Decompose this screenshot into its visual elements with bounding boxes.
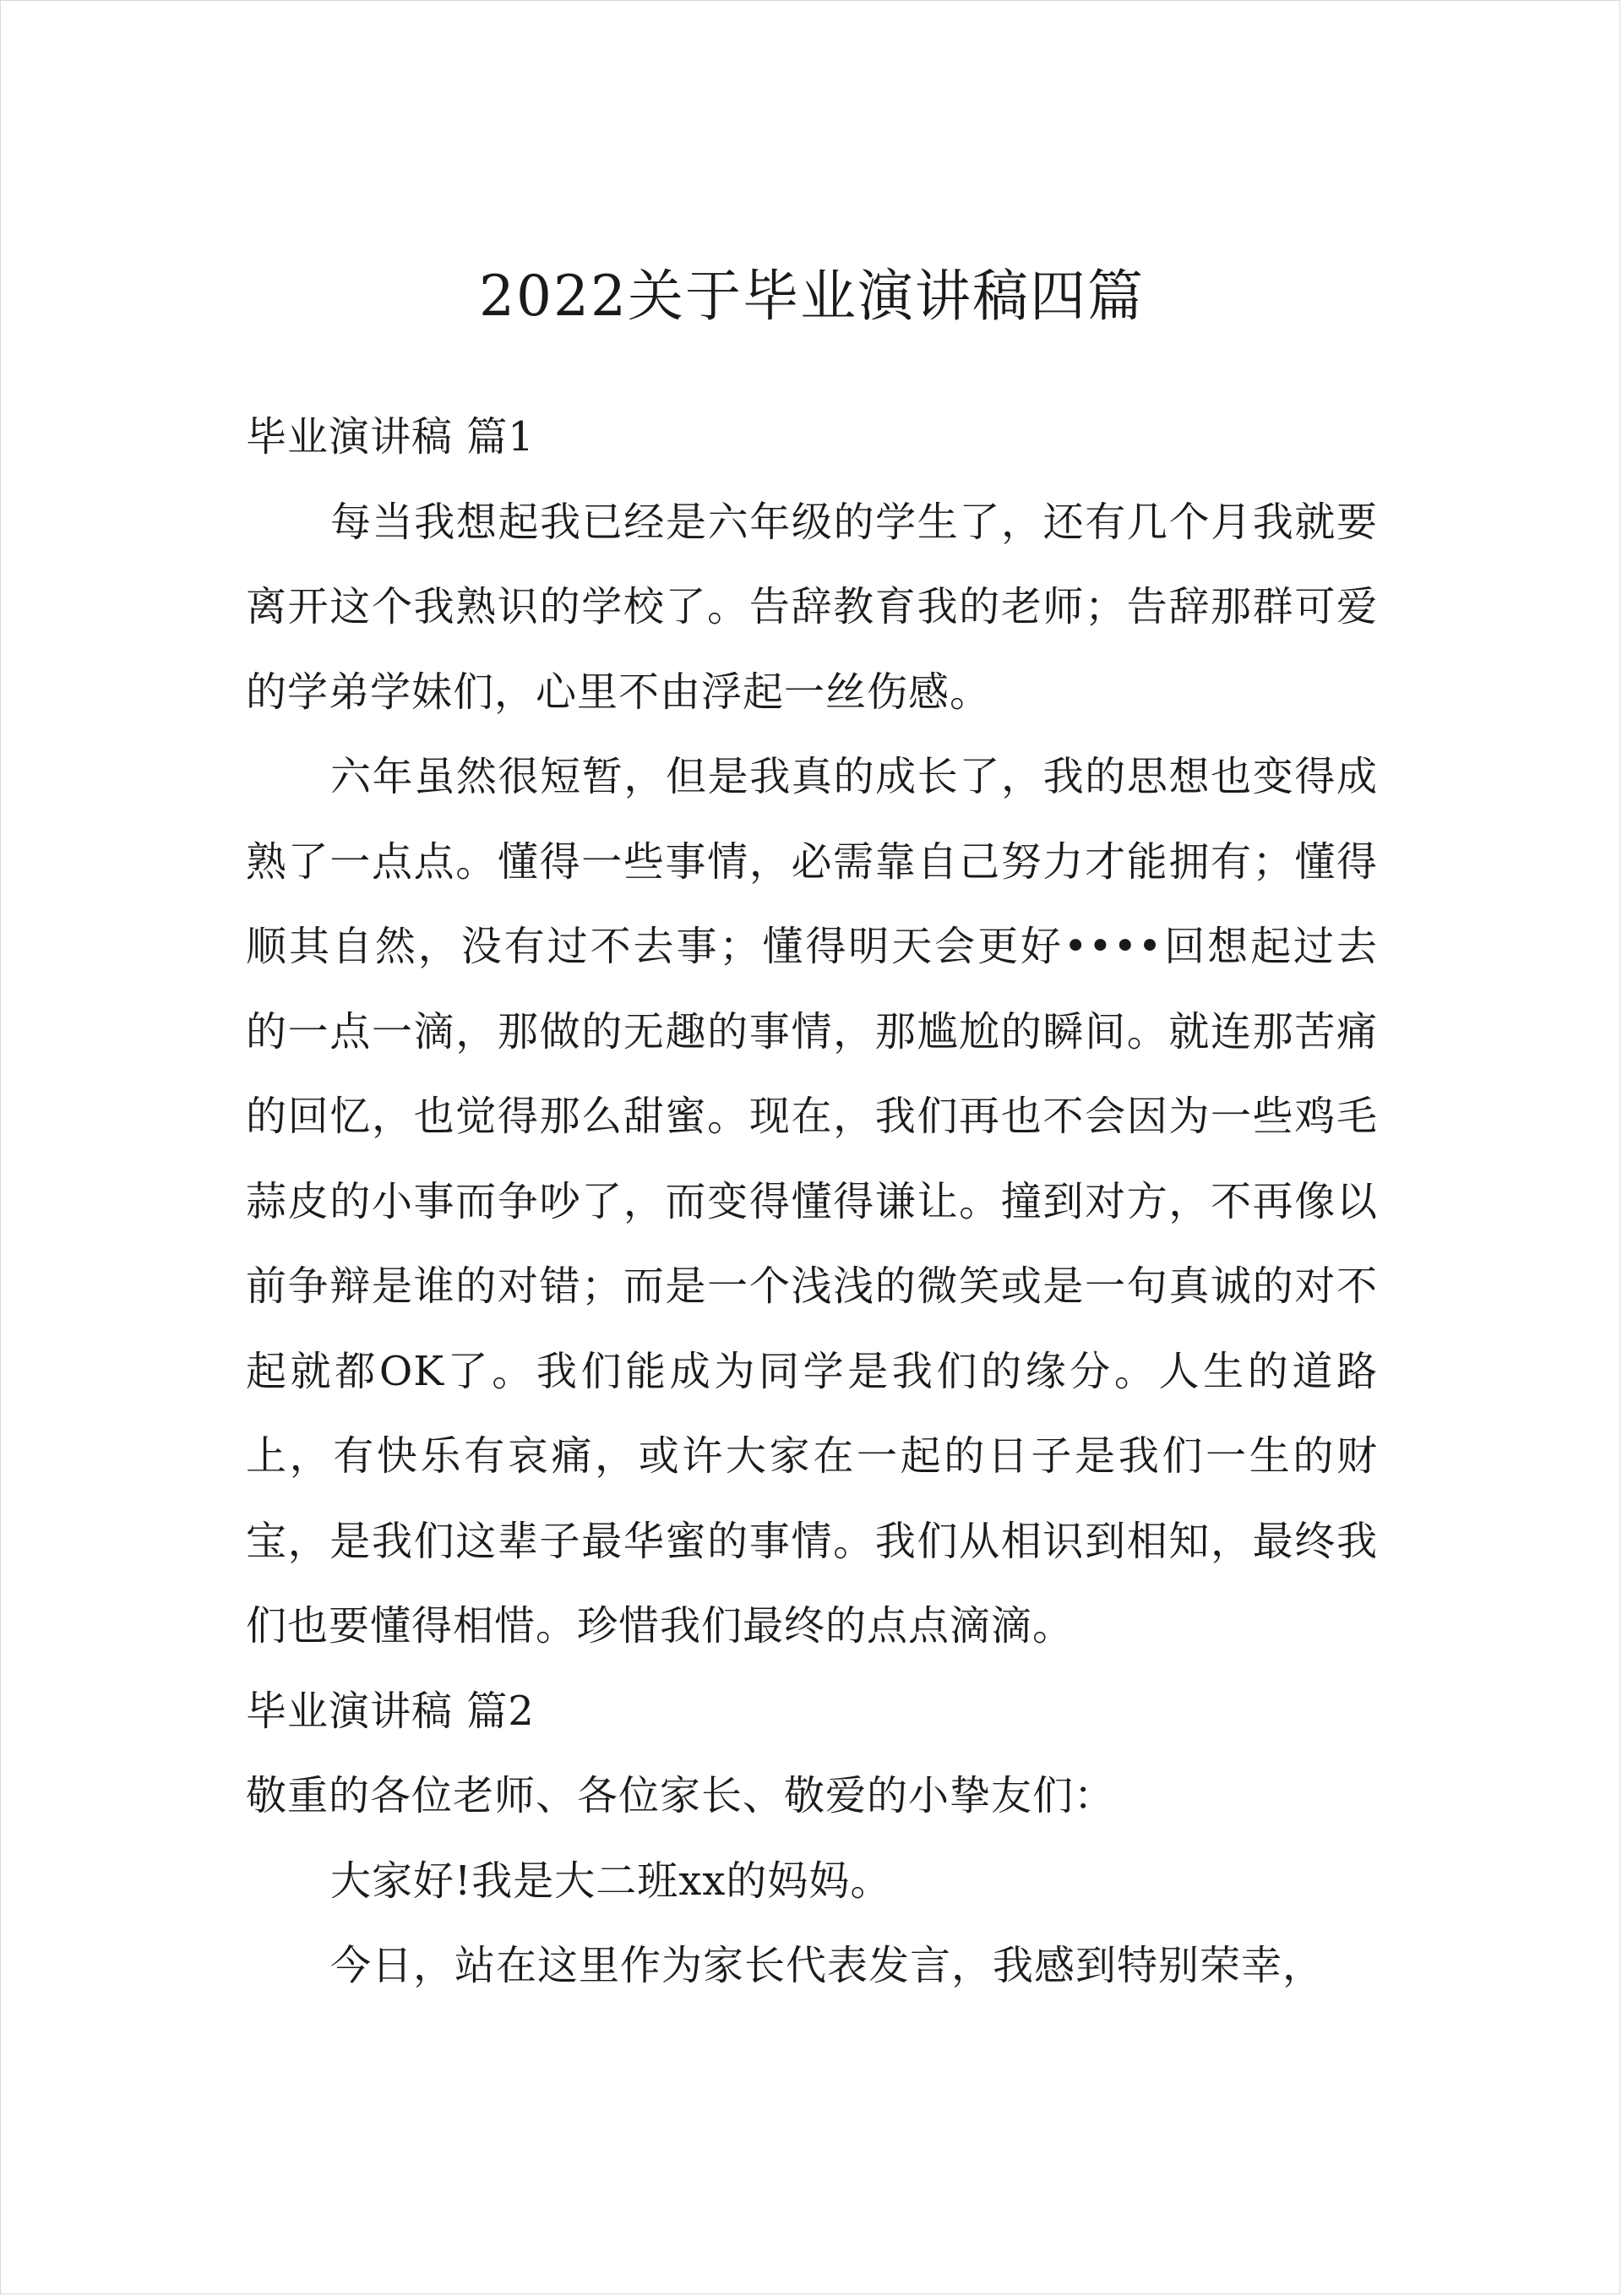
document-title: 2022关于毕业演讲稿四篇 xyxy=(479,264,1145,329)
section-heading: 毕业演讲稿 篇1 xyxy=(246,413,535,461)
paragraph: 今日，站在这里作为家长代表发言，我感到特别荣幸， xyxy=(330,1942,1325,1989)
salutation: 敬重的各位老师、各位家长、敬爱的小挚友们： xyxy=(246,1772,1116,1819)
paragraph: 大家好!我是大二班xx的妈妈。 xyxy=(330,1857,892,1905)
document-body xyxy=(246,395,1378,2009)
paragraph: 每当我想起我已经是六年级的学生了，还有几个月我就要离开这个我熟识的学校了。告辞教育我的老师；告辞那群可爱的学弟学妹们，心里不由浮起一丝伤感。 xyxy=(246,498,1378,716)
section-heading: 毕业演讲稿 篇2 xyxy=(246,1687,535,1735)
paragraph: 六年虽然很短暂，但是我真的成长了，我的思想也变得成熟了一点点。懂得一些事情，必需靠自己努力才能拥有；懂得顺其自然，没有过不去事；懂得明天会更好••••回想起过去的一点一滴，那做的无趣的事情，那尴尬的瞬间。就连那苦痛的回忆，也觉得那么甜蜜。现在，我们再也不会因为一些鸡毛蒜皮的小事而争吵了，而变得懂得谦让。撞到对方，不再像以前争辩是谁的对错；而是一个浅浅的微笑或是一句真诚的对不起就都OK了。我们能成为同学是我们的缘分。人生的道路上，有快乐有哀痛，或许大家在一起的日子是我们一生的财宝，是我们这辈子最华蜜的事情。我们从相识到相知，最终我们也要懂得相惜。珍惜我们最终的点点滴滴。 xyxy=(246,753,1378,1650)
